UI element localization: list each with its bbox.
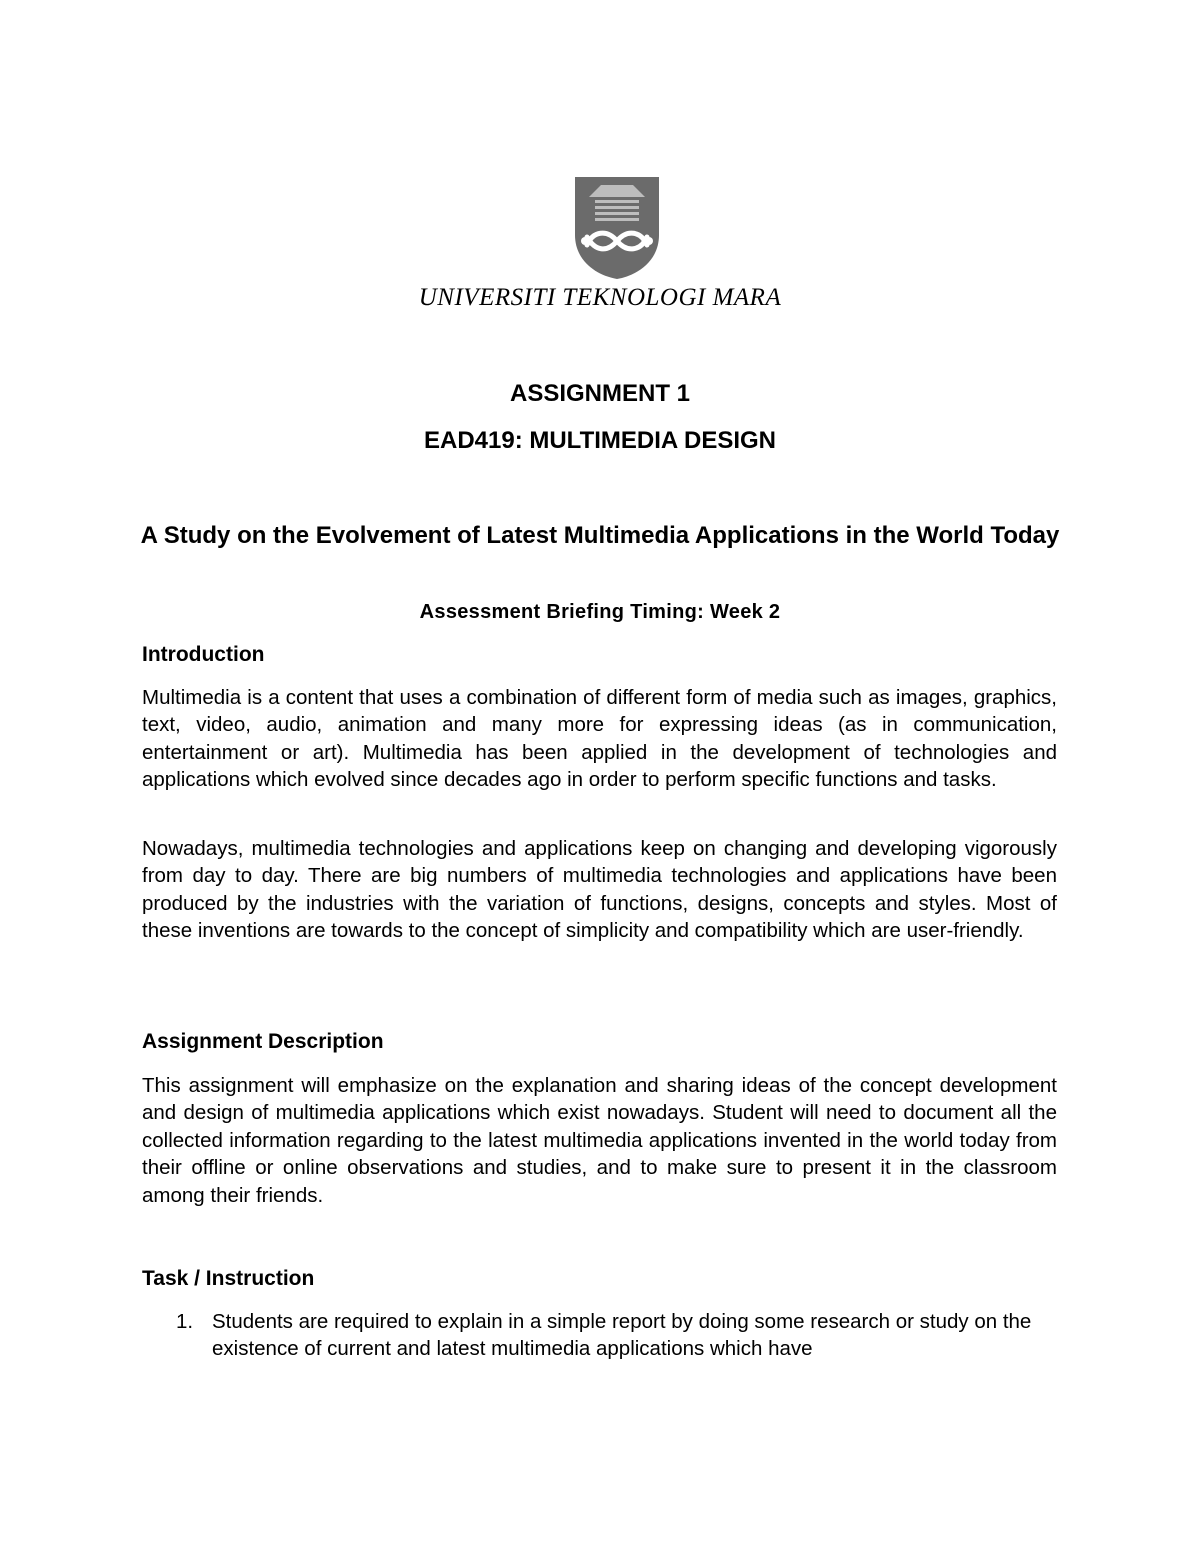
introduction-paragraph-1: Multimedia is a content that uses a combination of different form of media such as images, graphics, text, video, audio, animation and many more for expressing ideas (as in communication, entertainment or art). Multimedia has been applied in the development of technologies and applications which evolved since decades ago in order to perform specific functions and tasks. — [142, 686, 1057, 792]
list-item-text: Students are required to explain in a simple report by doing some research or study on the existence of current and latest multimedia applications which have — [212, 1310, 1032, 1361]
list-item — [142, 1308, 1057, 1363]
tasks-heading: Task / Instruction — [142, 1267, 315, 1290]
description-heading: Assignment Description — [142, 1030, 384, 1053]
study-title: A Study on the Evolvement of Latest Multimedia Applications in the World Today — [140, 522, 1060, 549]
course-title: EAD419: MULTIMEDIA DESIGN — [423, 427, 777, 454]
list-item-number: 1. — [176, 1310, 194, 1333]
description-paragraph: This assignment will emphasize on the explanation and sharing ideas of the concept development and design of multimedia applications which exist nowadays. Student will need to document all the collected information regarding to the latest multimedia applications invented in the world today from their offline or online observations and studies, and to make sure to present it in the classroom among their friends. — [142, 1074, 1057, 1207]
introduction-heading: Introduction — [142, 643, 265, 666]
university-name: UNIVERSITI TEKNOLOGI MARA — [418, 284, 782, 311]
introduction-paragraph-2: Nowadays, multimedia technologies and applications keep on changing and developing vigorously from day to day. There are big numbers of multimedia technologies and applications have been produced by the industries with the variation of functions, designs, concepts and styles. Most of these inventions are towards to the concept of simplicity and compatibility which are user-friendly. — [142, 837, 1057, 943]
university-crest-icon — [573, 175, 661, 280]
assignment-number: ASSIGNMENT 1 — [509, 380, 691, 407]
briefing-timing: Assessment Briefing Timing: Week 2 — [419, 601, 781, 623]
task-list — [142, 1308, 1057, 1363]
